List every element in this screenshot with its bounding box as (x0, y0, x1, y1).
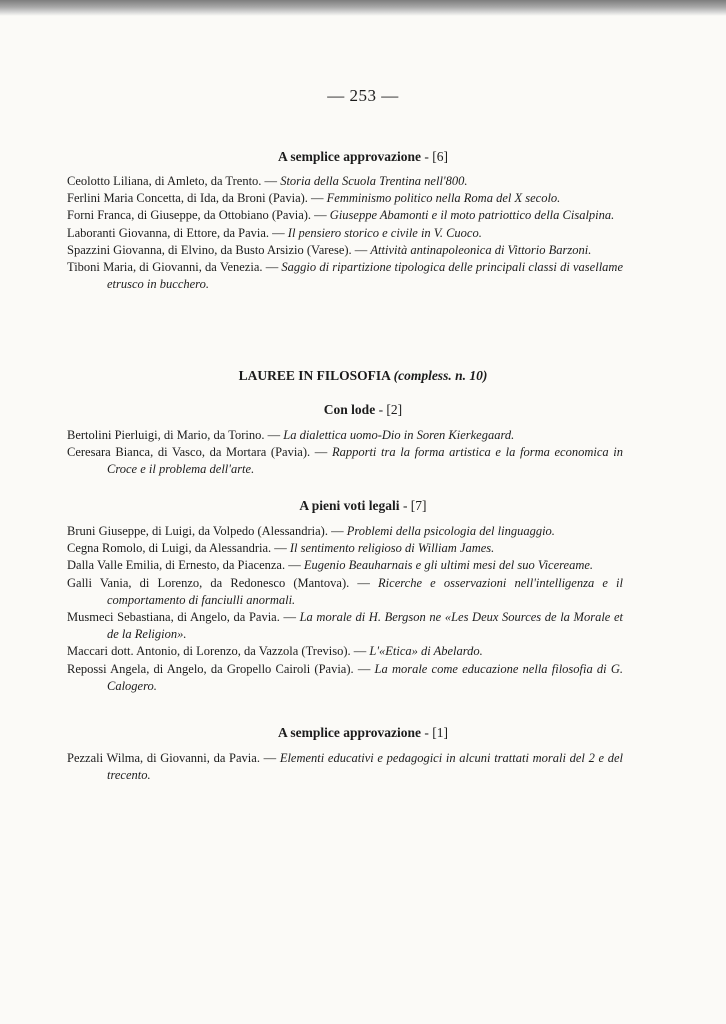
list-item: Laboranti Giovanna, di Ettore, da Pavia. — Il pensiero storico e civile in V. Cuoco. (67, 225, 482, 240)
section-heading-semplice-approvazione-2: A semplice approvazione - [1] (278, 725, 448, 740)
list-item: Musmeci Sebastiana, di Angelo, da Pavia. — La morale di H. Bergson ne «Les Deux Sources de la Morale et de la Religion». (67, 610, 623, 642)
list-item: Tiboni Maria, di Giovanni, da Venezia. — Saggio di ripartizione tipologica delle principali classi di vasellame etrusco in bucchero. (67, 260, 623, 292)
list-item: Ferlini Maria Concetta, di Ida, da Broni (Pavia). — Femminismo politico nella Roma del X secolo. (67, 191, 561, 206)
list-item: Ceolotto Liliana, di Amleto, da Trento. — Storia della Scuola Trentina nell'800. (67, 174, 468, 188)
section-heading-pieni-voti: A pieni voti legali - [7] (299, 498, 427, 513)
list-item: Cegna Romolo, di Luigi, da Alessandria. — Il sentimento religioso di William James. (67, 541, 495, 556)
list-item: Repossi Angela, di Angelo, da Gropello Cairoli (Pavia). — La morale come educazione nella filosofia di G. Calogero. (67, 661, 624, 693)
entry-list (67, 173, 623, 293)
list-item: Ceresara Bianca, di Vasco, da Mortara (Pavia). — Rapporti tra la forma artistica e la forma economica in Croce e il problema dell'arte. (67, 445, 623, 477)
list-item: Pezzali Wilma, di Giovanni, da Pavia. — Elementi educativi e pedagogici in alcuni trattati morali del 2 e del trecento. (67, 751, 623, 783)
list-item: Spazzini Giovanna, di Elvino, da Busto Arsizio (Varese). — Attività antinapoleonica di Vittorio Barzoni. (67, 242, 592, 257)
entry-list (67, 750, 623, 784)
faculty-heading: LAUREE IN FILOSOFIA (compless. n. 10) (238, 368, 488, 383)
scan-edge-shadow (0, 0, 726, 16)
list-item: Maccari dott. Antonio, di Lorenzo, da Vazzola (Treviso). — L'«Etica» di Abelardo. (67, 644, 483, 659)
list-item: Bruni Giuseppe, di Luigi, da Volpedo (Alessandria). — Problemi della psicologia del linguaggio. (67, 524, 555, 538)
section-heading-con-lode: Con lode - [2] (323, 402, 403, 417)
entry-list (67, 523, 623, 695)
list-item: Forni Franca, di Giuseppe, da Ottobiano (Pavia). — Giuseppe Abamonti e il moto patriottico della Cisalpina. (67, 208, 615, 223)
list-item: Dalla Valle Emilia, di Ernesto, da Piacenza. — Eugenio Beauharnais e gli ultimi mesi del suo Vicereame. (67, 558, 594, 573)
list-item: Bertolini Pierluigi, di Mario, da Torino. — La dialettica uomo-Dio in Soren Kierkegaard. (67, 428, 515, 442)
page-number: — 253 — (327, 86, 399, 105)
entry-list (67, 427, 623, 479)
list-item: Galli Vania, di Lorenzo, da Redonesco (Mantova). — Ricerche e osservazioni nell'intelligenza e il comportamento di fanciulli anormali. (67, 575, 624, 607)
section-heading-semplice-approvazione: A semplice approvazione - [6] (278, 149, 448, 164)
